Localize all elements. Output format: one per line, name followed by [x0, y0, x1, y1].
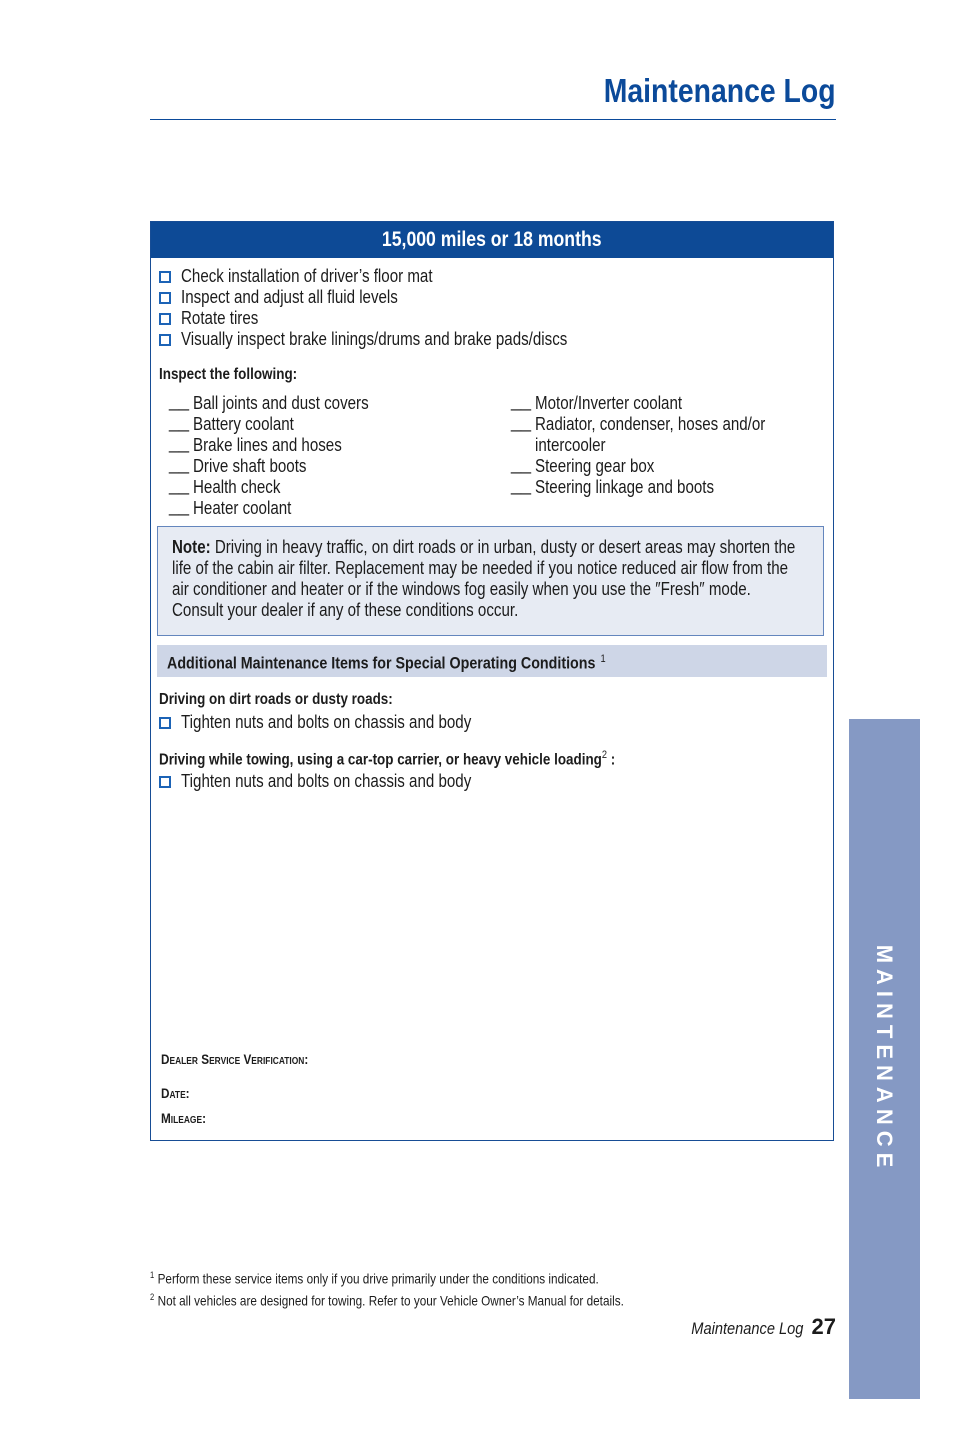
inspect-item-label: Radiator, condenser, hoses and/or [535, 414, 766, 434]
service-checklist [159, 266, 641, 350]
footnote-text: Perform these service items only if you drive primarily under the conditions indicated. [157, 1270, 599, 1287]
inspect-item-label: Battery coolant [193, 414, 294, 434]
condition-heading-label: Driving on dirt roads or dusty roads: [159, 691, 393, 708]
inspect-item [169, 435, 402, 456]
condition-heading [159, 691, 437, 709]
title-divider [150, 119, 836, 120]
checkbox[interactable] [159, 292, 171, 304]
inspect-item-label: Brake lines and hoses [193, 435, 342, 455]
inspect-item [169, 393, 402, 414]
footnote-2 [150, 1288, 624, 1310]
inspect-item [169, 477, 402, 498]
date-text: Date: [161, 1085, 190, 1101]
inspect-item-label: Steering linkage and boots [535, 477, 715, 497]
page-footer [673, 1314, 836, 1340]
page-title: Maintenance Log [604, 72, 836, 109]
mileage-label [161, 1110, 215, 1126]
checklist-item-label: Inspect and adjust all fluid levels [181, 287, 398, 307]
condition-item-label: Tighten nuts and bolts on chassis and body [181, 712, 472, 732]
checklist-item-label: Visually inspect brake linings/drums and brake pads/discs [181, 329, 568, 349]
footnote-1 [150, 1266, 599, 1288]
inspect-list-right [511, 393, 809, 498]
interval-header [151, 222, 833, 258]
footnote-number: 1 [150, 1270, 155, 1280]
note-text [172, 537, 798, 621]
mileage-text: Mileage: [161, 1110, 206, 1126]
footnote-number: 2 [150, 1291, 155, 1302]
section-side-tab [849, 719, 920, 1399]
note-body: Driving in heavy traffic, on dirt roads or in urban, dusty or desert areas may shorten the life of the cabin air filter. Replacement may be needed if you notice reduced air flow from the air conditioner and heater or if the windows fog easily when you use the ″Fresh″ mode. Consult your dealer if any of these conditions occur. [172, 537, 796, 620]
note-box [157, 526, 824, 636]
date-label [161, 1085, 195, 1101]
dealer-verification-label [161, 1051, 336, 1067]
inspect-item-label: Health check [193, 477, 281, 497]
inspect-item [511, 456, 809, 477]
service-interval-box [150, 221, 834, 1141]
checklist-item [159, 266, 641, 287]
additional-items-title-text [167, 653, 606, 674]
inspect-item-label: Drive shaft boots [193, 456, 307, 476]
footnotes [150, 1266, 714, 1309]
footnote-text: Not all vehicles are designed for towing. Refer to your Vehicle Owner’s Manual for details. [157, 1292, 624, 1309]
note-label: Note: [172, 537, 211, 557]
inspect-heading [159, 366, 323, 384]
inspect-heading-text: Inspect the following: [159, 366, 298, 383]
checkbox[interactable] [159, 776, 171, 788]
dealer-verification-text: Dealer Service Verification: [161, 1051, 309, 1067]
inspect-item [511, 414, 809, 435]
condition-heading-label: Driving while towing, using a car-top carrier, or heavy vehicle loading [159, 751, 602, 769]
checkbox[interactable] [159, 334, 171, 346]
additional-items-label: Additional Maintenance Items for Special Operating Conditions [167, 653, 596, 673]
condition-heading-text [159, 749, 615, 769]
checklist-item [159, 308, 641, 329]
condition-item [159, 712, 527, 733]
checkbox[interactable] [159, 271, 171, 283]
checklist-item [159, 329, 641, 350]
checklist-item-label: Check installation of driver’s floor mat [181, 266, 433, 286]
inspect-item [169, 414, 402, 435]
condition-item [159, 771, 527, 792]
footer-label: Maintenance Log [691, 1319, 804, 1338]
inspect-item-label: Motor/Inverter coolant [535, 393, 683, 413]
inspect-item [169, 498, 402, 519]
page-number: 27 [811, 1314, 836, 1339]
condition-item-label: Tighten nuts and bolts on chassis and body [181, 771, 472, 791]
checkbox[interactable] [159, 717, 171, 729]
inspect-item-label: Steering gear box [535, 456, 655, 476]
inspect-item-label: intercooler [535, 435, 606, 455]
inspect-item-label: Heater coolant [193, 498, 292, 518]
section-tab-label: MAINTENANCE [872, 944, 897, 1174]
inspect-item [511, 477, 809, 498]
inspect-item [169, 456, 402, 477]
checkbox[interactable] [159, 313, 171, 325]
inspect-item-label: Ball joints and dust covers [193, 393, 369, 413]
condition-heading-suffix: : [607, 751, 616, 769]
footnote-ref: 2 [601, 749, 608, 761]
condition-heading [159, 749, 702, 769]
inspect-list-left [169, 393, 402, 519]
checklist-item [159, 287, 641, 308]
inspect-item-continuation [511, 435, 809, 456]
additional-items-band [157, 645, 827, 677]
additional-items-title [167, 653, 689, 674]
checklist-item-label: Rotate tires [181, 308, 259, 328]
inspect-item [511, 393, 809, 414]
interval-title: 15,000 miles or 18 months [382, 228, 602, 251]
footnote-ref: 1 [600, 653, 606, 665]
condition-heading-text [159, 691, 393, 709]
